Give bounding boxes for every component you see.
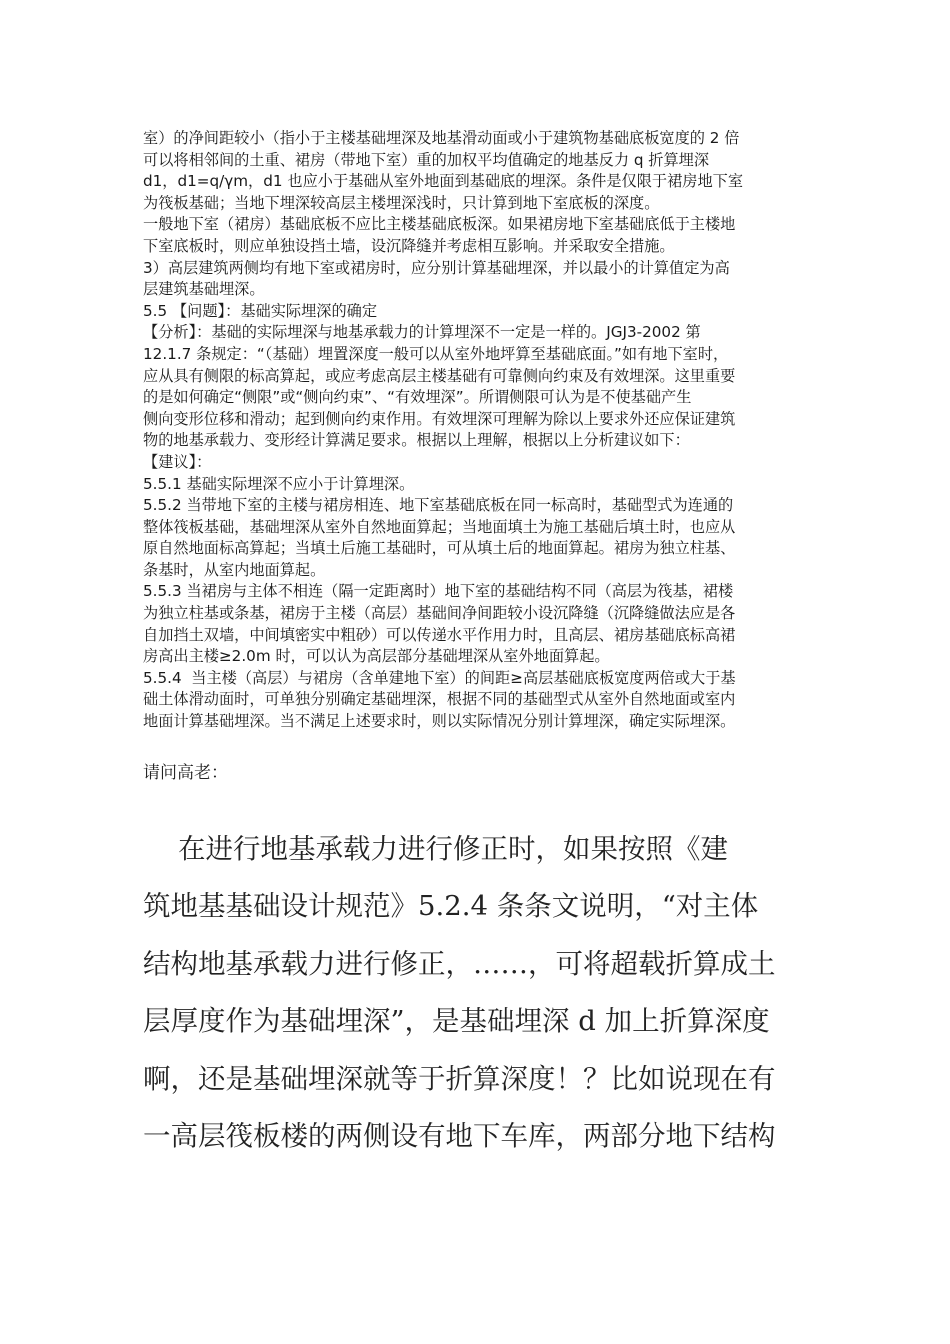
text-line: 下室底板时，则应单独设挡土墙，设沉降缝并考虑相互影响。并采取安全措施。 bbox=[143, 236, 675, 255]
text-line: 5.5.4 当主楼（高层）与裙房（含单建地下室）的间距≥高层基础底板宽度两倍或大于基 bbox=[143, 668, 736, 687]
text-line: 自加挡土双墙，中间填密实中粗砂）可以传递水平作用力时，且高层、裙房基础底标高裙 bbox=[143, 625, 736, 644]
text-line: 一般地下室（裙房）基础底板不应比主楼基础底板深。如果裙房地下室基础底低于主楼地 bbox=[143, 215, 736, 234]
section-heading: 5.5 【问题】：基础实际埋深的确定 bbox=[143, 301, 378, 320]
text-line: 5.5.2 当带地下室的主楼与裙房相连、地下室基础底板在同一标高时，基础型式为连通的 bbox=[143, 496, 734, 515]
text-line: 房高出主楼≥2.0m 时，可以认为高层部分基础埋深从室外地面算起。 bbox=[143, 647, 610, 666]
text-line: d1，d1=q/γm，d1 也应小于基础从室外地面到基础底的埋深。条件是仅限于裙房地下室 bbox=[143, 172, 744, 191]
text-line: 地面计算基础埋深。当不满足上述要求时，则以实际情况分别计算埋深，确定实际埋深。 bbox=[143, 712, 736, 731]
question-line: 一高层筏板楼的两侧设有地下车库，两部分地下结构 bbox=[143, 1120, 776, 1153]
text-line: 侧向变形位移和滑动；起到侧向约束作用。有效埋深可理解为除以上要求外还应保证建筑 bbox=[143, 409, 736, 428]
text-line: 的是如何确定“侧限”或“侧向约束”、“有效埋深”。所谓侧限可认为是不使基础产生 bbox=[143, 388, 692, 407]
question-line: 结构地基承载力进行修正，……，可将超载折算成土 bbox=[143, 947, 776, 980]
question-line: 在进行地基承载力进行修正时，如果按照《建 bbox=[143, 832, 728, 865]
text-line: 5.5.1 基础实际埋深不应小于计算埋深。 bbox=[143, 474, 415, 493]
text-line: 原自然地面标高算起；当填土后施工基础时，可从填土后的地面算起。裙房为独立柱基、 bbox=[143, 539, 736, 558]
text-line: 为独立柱基或条基，裙房于主楼（高层）基础间净间距较小设沉降缝（沉降缝做法应是各 bbox=[143, 604, 736, 623]
document-content bbox=[143, 128, 823, 1166]
text-line: 【建议】： bbox=[143, 452, 212, 471]
question-text bbox=[143, 821, 823, 1166]
question-line: 啊，还是基础埋深就等于折算深度！？比如说现在有 bbox=[143, 1062, 776, 1095]
text-line: 可以将相邻间的土重、裙房（带地下室）重的加权平均值确定的地基反力 q 折算埋深 bbox=[143, 150, 710, 169]
section-text bbox=[143, 128, 823, 733]
spacer bbox=[143, 733, 823, 761]
text-line: 整体筏板基础，基础埋深从室外自然地面算起；当地面填土为施工基础后填土时，也应从 bbox=[143, 517, 736, 536]
text-line: 3）高层建筑两侧均有地下室或裙房时，应分别计算基础埋深，并以最小的计算值定为高 bbox=[143, 258, 730, 277]
text-line: 应从具有侧限的标高算起，或应考虑高层主楼基础有可靠侧向约束及有效埋深。这里重要 bbox=[143, 366, 736, 385]
text-line: 5.5.3 当裙房与主体不相连（隔一定距离时）地下室的基础结构不同（高层为筏基，裙楼 bbox=[143, 582, 734, 601]
text-line: 12.1.7 条规定：“（基础）埋置深度一般可以从室外地坪算至基础底面。”如有地下室时， bbox=[143, 344, 729, 363]
question-line: 筑地基基础设计规范》5.2.4 条条文说明，“对主体 bbox=[143, 890, 759, 923]
text-line: 层建筑基础埋深。 bbox=[143, 280, 265, 299]
text-line: 物的地基承载力、变形经计算满足要求。根据以上理解，根据以上分析建议如下： bbox=[143, 431, 690, 450]
text-line: 室）的净间距较小（指小于主楼基础埋深及地基滑动面或小于建筑物基础底板宽度的 2 倍 bbox=[143, 129, 740, 147]
text-line: 【分析】：基础的实际埋深与地基承载力的计算埋深不一定是一样的。JGJ3-2002 第 bbox=[143, 323, 701, 342]
question-line: 层厚度作为基础埋深”，是基础埋深 d 加上折算深度 bbox=[143, 1005, 770, 1038]
text-line: 础土体滑动面时，可单独分别确定基础埋深，根据不同的基础型式从室外自然地面或室内 bbox=[143, 690, 736, 709]
question-label: 请问高老： bbox=[143, 762, 228, 783]
text-line: 为筏板基础；当地下埋深较高层主楼埋深浅时，只计算到地下室底板的深度。 bbox=[143, 193, 660, 212]
text-line: 条基时，从室内地面算起。 bbox=[143, 560, 326, 579]
